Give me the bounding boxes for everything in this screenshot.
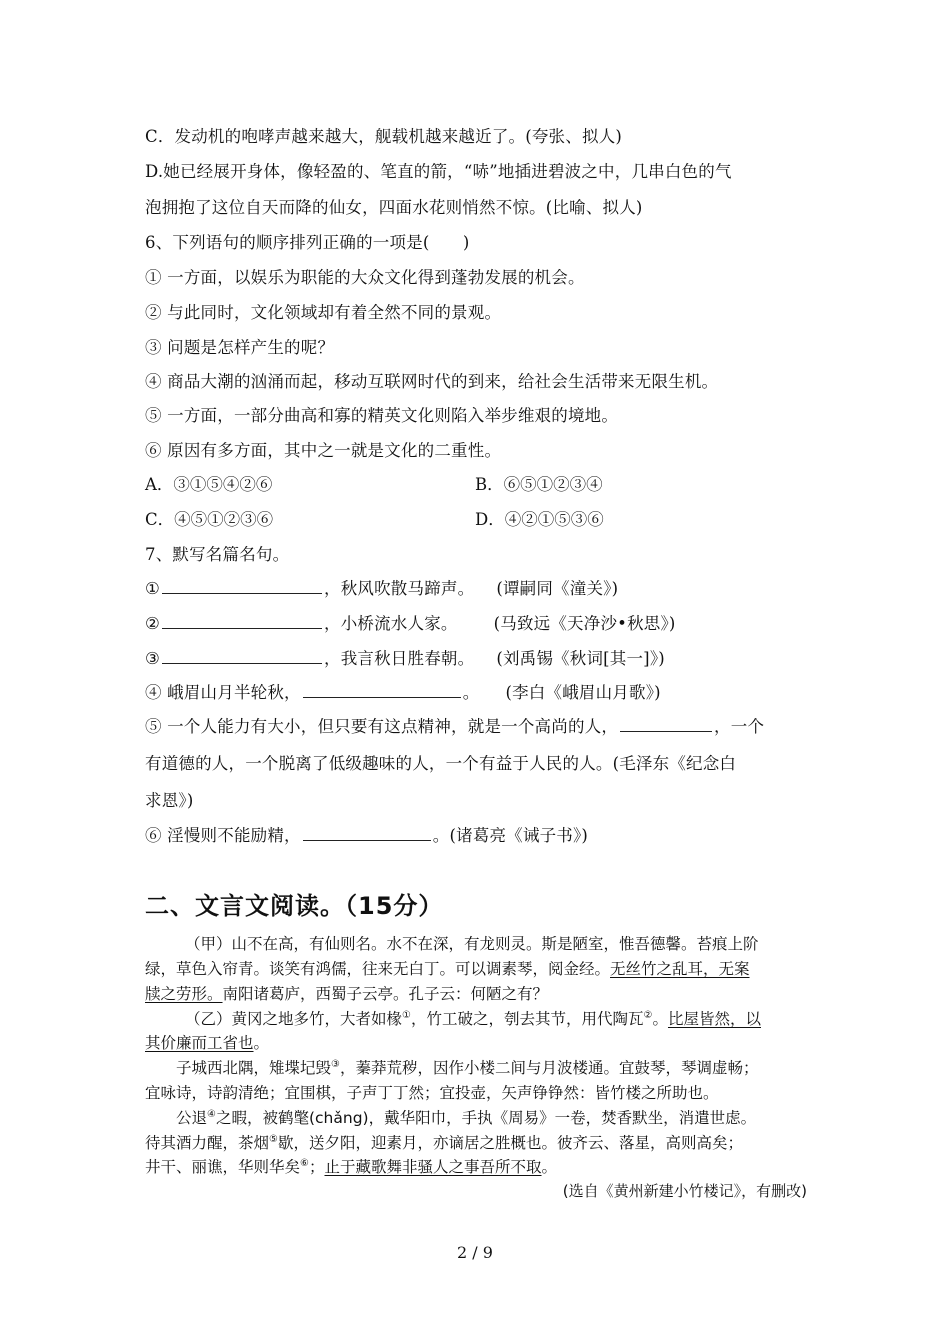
passage-text: 之暇，被鹤氅(chǎng)，戴华阳巾，手执《周易》一卷，焚香默坐，消遣世虑。 (215, 1109, 757, 1127)
q7-stem: 7、默写名篇名句。 (145, 545, 290, 564)
passage-text: 。 (253, 1034, 270, 1052)
q7-line-3-source: (刘禹锡《秋词[其一]》) (496, 649, 665, 668)
passage-text: （乙）黄冈之地多竹，大者如椽 (185, 1010, 403, 1028)
footnote-mark: ③ (331, 1058, 340, 1070)
q7-line-1-text: ，秋风吹散马蹄声。 (324, 579, 475, 598)
passage-text: 歇，送夕阳，迎素月，亦谪居之胜概也。彼齐云、落星，高则高矣； (277, 1134, 743, 1152)
underlined-sentence: 止于藏歌舞非骚人之事吾所不取 (324, 1158, 542, 1176)
q5-option-d-line1: D.她已经展开身体，像轻盈的、笔直的箭，“哧”地插进碧波之中，几串白色的气 (145, 162, 732, 181)
q7-line-2 (145, 610, 676, 634)
underlined-sentence: 其价廉而工省也 (145, 1034, 254, 1052)
q6-item-2: ② 与此同时，文化领域却有着全然不同的景观。 (145, 303, 502, 322)
q7-line-6-post: 。(诸葛亮《诫子书》) (432, 826, 589, 845)
passage-text: 南阳诸葛庐，西蜀子云亭。孔子云：何陋之有？ (222, 985, 549, 1003)
q6-item-6: ⑥ 原因有多方面，其中之一就是文化的二重性。 (145, 441, 502, 460)
q7-line-1 (145, 575, 618, 599)
q7-line-5 (145, 713, 764, 737)
passage-text: 井干、丽谯，华则华矣 (145, 1158, 301, 1176)
passage-yi-line1 (145, 1007, 810, 1029)
q6-item-4: ④ 商品大潮的汹涌而起，移动互联网时代的到来，给社会生活带来无限生机。 (145, 372, 719, 391)
q6-option-d: D．④②①⑤③⑥ (475, 510, 604, 529)
passage-yi-p3-line1 (145, 1106, 810, 1128)
answer-blank[interactable] (162, 576, 322, 594)
passage-jia-line1: （甲）山不在高，有仙则名。水不在深，有龙则灵。斯是陋室，惟吾德馨。苔痕上阶 (185, 935, 759, 953)
q7-line-3-num: ③ (145, 649, 160, 668)
passage-text: 待其酒力醒，茶烟 (145, 1134, 270, 1152)
passage-jia-line2 (145, 957, 810, 979)
q7-line-3-text: ，我言秋日胜春朝。 (324, 649, 475, 668)
footnote-mark: ② (643, 1009, 653, 1021)
answer-blank[interactable] (162, 646, 322, 664)
underlined-sentence: 比屋皆然，以 (667, 1010, 761, 1028)
passage-text: 公退 (176, 1109, 208, 1127)
q7-line-4-source: (李白《峨眉山月歌》) (505, 683, 661, 702)
passage-citation: (选自《黄州新建小竹楼记》，有删改) (562, 1182, 807, 1200)
passage-yi-p3-line3 (145, 1155, 810, 1177)
passage-text: ，蓁莽荒秽，因作小楼二间与月波楼通。宜鼓琴，琴调虚畅； (339, 1059, 759, 1077)
passage-text: 绿，草色入帘青。谈笑有鸿儒，往来无白丁。可以调素琴，阅金经。 (145, 960, 611, 978)
passage-text: ，竹工破之，刳去其节，用代陶瓦 (410, 1010, 644, 1028)
footnote-mark: ⑥ (300, 1157, 309, 1169)
passage-text: ； (308, 1158, 325, 1176)
passage-yi-line2 (145, 1031, 810, 1053)
q6-item-1: ① 一方面，以娱乐为职能的大众文化得到蓬勃发展的机会。 (145, 268, 585, 287)
q7-line-3 (145, 645, 665, 669)
footnote-mark: ① (402, 1009, 411, 1021)
q7-line-2-source: (马致远《天净沙•秋思》) (493, 614, 676, 633)
passage-text: 。 (541, 1158, 558, 1176)
q5-option-d-line2: 泡拥抱了这位自天而降的仙女，四面水花则悄然不惊。(比喻、拟人) (145, 198, 643, 217)
q7-line-4-post: 。 (462, 683, 480, 702)
q6-option-b: B．⑥⑤①②③④ (475, 475, 603, 494)
q7-line-5-post: ，一个 (714, 717, 765, 736)
passage-text: 子城西北隅，雉堞圮毁 (176, 1059, 332, 1077)
footnote-mark: ④ (207, 1108, 216, 1120)
q7-line-6-pre: ⑥ 淫慢则不能励精， (145, 826, 301, 845)
q7-line-5-cont: 有道德的人，一个脱离了低级趣味的人，一个有益于人民的人。(毛泽东《纪念白 (145, 754, 737, 773)
q7-line-2-num: ② (145, 614, 160, 633)
answer-blank[interactable] (303, 680, 461, 698)
q6-item-3: ③ 问题是怎样产生的呢？ (145, 338, 335, 357)
answer-blank[interactable] (303, 823, 431, 841)
q6-option-c: C．④⑤①②③⑥ (145, 510, 274, 529)
q7-line-5-end: 求恩》) (145, 791, 194, 810)
passage-yi-p2-line2: 宜咏诗，诗韵清绝；宜围棋，子声丁丁然；宜投壶，矢声铮铮然：皆竹楼之所助也。 (145, 1084, 719, 1102)
q5-option-c: C．发动机的咆哮声越来越大，舰载机越来越近了。(夸张、拟人) (145, 127, 622, 146)
passage-yi-p2-line1 (145, 1056, 810, 1078)
q6-option-a: A．③①⑤④②⑥ (145, 475, 273, 494)
q6-stem: 6、下列语句的顺序排列正确的一项是( ) (145, 233, 470, 252)
q7-line-1-source: (谭嗣同《潼关》) (496, 579, 619, 598)
answer-blank[interactable] (162, 611, 322, 629)
q6-item-5: ⑤ 一方面，一部分曲高和寡的精英文化则陷入举步维艰的境地。 (145, 406, 619, 425)
q7-line-5-pre: ⑤ 一个人能力有大小，但只要有这点精神，就是一个高尚的人， (145, 717, 619, 736)
page-number: 2 / 9 (457, 1243, 493, 1262)
q7-line-2-text: ，小桥流水人家。 (324, 614, 458, 633)
passage-text: 。 (652, 1010, 668, 1028)
passage-yi-p3-line2 (145, 1131, 810, 1153)
underlined-sentence: 牍之劳形。 (145, 985, 223, 1003)
q7-line-6 (145, 822, 588, 846)
answer-blank[interactable] (620, 714, 712, 732)
q7-line-4-pre: ④ 峨眉山月半轮秋， (145, 683, 301, 702)
q7-line-1-num: ① (145, 579, 160, 598)
underlined-sentence: 无丝竹之乱耳，无案 (610, 960, 750, 978)
footnote-mark: ⑤ (269, 1133, 278, 1145)
section-heading: 二、文言文阅读。（15分） (145, 892, 444, 920)
q7-line-4 (145, 679, 661, 703)
passage-jia-line3 (145, 982, 810, 1004)
